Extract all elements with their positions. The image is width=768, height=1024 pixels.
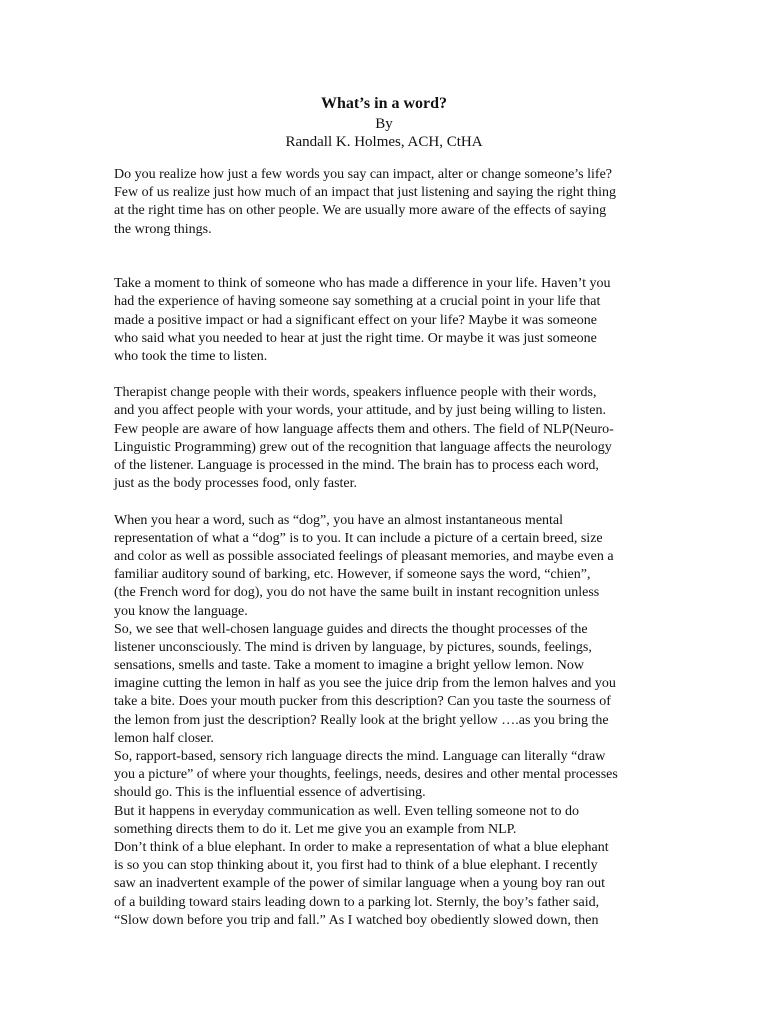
text-line: the lemon from just the description? Really look at the bright yellow ….as you bring the [114, 712, 609, 728]
text-line: Few people are aware of how language affects them and others. The field of NLP(Neuro- [114, 421, 614, 437]
text-line: and color as well as possible associated feelings of pleasant memories, and maybe even a [114, 548, 614, 564]
text-line: listener unconsciously. The mind is driven by language, by pictures, sounds, feelings, [114, 639, 592, 655]
text-line: had the experience of having someone say something at a crucial point in your life that [114, 294, 601, 310]
text-line: (the French word for dog), you do not have the same built in instant recognition unless [114, 585, 600, 601]
text-line: something directs them to do it. Let me give you an example from NLP. [114, 821, 517, 837]
text-line: and you affect people with your words, your attitude, and by just being willing to listen. [114, 403, 606, 419]
text-line: should go. This is the influential essence of advertising. [114, 785, 426, 801]
text-line: Few of us realize just how much of an impact that just listening and saying the right thing [114, 185, 616, 201]
text-line: “Slow down before you trip and fall.” As I watched boy obediently slowed down, then [114, 912, 599, 928]
text-line: at the right time has on other people. We are usually more aware of the effects of saying [114, 203, 607, 219]
text-line: made a positive impact or had a significant effect on your life? Maybe it was someone [114, 312, 597, 328]
text-line: imagine cutting the lemon in half as you see the juice drip from the lemon halves and you [114, 676, 616, 692]
text-line: Linguistic Programming) grew out of the recognition that language affects the neurology [114, 439, 612, 455]
text-line: representation of what a “dog” is to you. It can include a picture of a certain breed, size [114, 530, 603, 546]
byline: By [375, 116, 393, 132]
text-line: who took the time to listen. [114, 348, 268, 364]
text-line: Do you realize how just a few words you say can impact, alter or change someone’s life? [114, 167, 612, 182]
text-line: the wrong things. [114, 221, 212, 237]
text-line: Take a moment to think of someone who has made a difference in your life. Haven’t you [114, 276, 611, 292]
body-text [114, 166, 674, 930]
text-line: you a picture” of where your thoughts, feelings, needs, desires and other mental processes [114, 767, 618, 783]
text-line: you know the language. [114, 603, 248, 619]
text-line [114, 257, 674, 275]
text-line: just as the body processes food, only faster. [114, 476, 358, 492]
text-line: Don’t think of a blue elephant. In order to make a representation of what a blue elephant [114, 839, 609, 855]
text-line: of a building toward stairs leading down to a parking lot. Sternly, the boy’s father said, [114, 894, 600, 910]
text-line: But it happens in everyday communication as well. Even telling someone not to do [114, 803, 580, 819]
text-line: familiar auditory sound of barking, etc. However, if someone says the word, “chien”, [114, 567, 591, 583]
text-line [114, 366, 674, 384]
document-title: What’s in a word? [320, 95, 448, 112]
text-line: take a bite. Does your mouth pucker from this description? Can you taste the sourness of [114, 694, 611, 710]
text-line [114, 493, 674, 511]
text-line: So, we see that well-chosen language guides and directs the thought processes of the [114, 621, 588, 637]
text-line: lemon half closer. [114, 730, 214, 746]
text-line: who said what you needed to hear at just the right time. Or maybe it was just someone [114, 330, 597, 346]
text-line: of the listener. Language is processed in the mind. The brain has to process each word, [114, 458, 599, 473]
text-line: So, rapport-based, sensory rich language directs the mind. Language can literally “draw [114, 749, 606, 764]
text-line: saw an inadvertent example of the power of similar language when a young boy ran out [114, 876, 606, 892]
author-name: Randall K. Holmes, ACH, CtHA [285, 134, 483, 150]
text-line [114, 239, 674, 257]
text-line: When you hear a word, such as “dog”, you have an almost instantaneous mental [114, 512, 564, 528]
text-line: sensations, smells and taste. Take a moment to imagine a bright yellow lemon. Now [114, 658, 585, 674]
text-line: Therapist change people with their words, speakers influence people with their words, [114, 385, 597, 401]
text-line: is so you can stop thinking about it, you first had to think of a blue elephant. I recently [114, 858, 598, 874]
document-header [0, 93, 768, 151]
